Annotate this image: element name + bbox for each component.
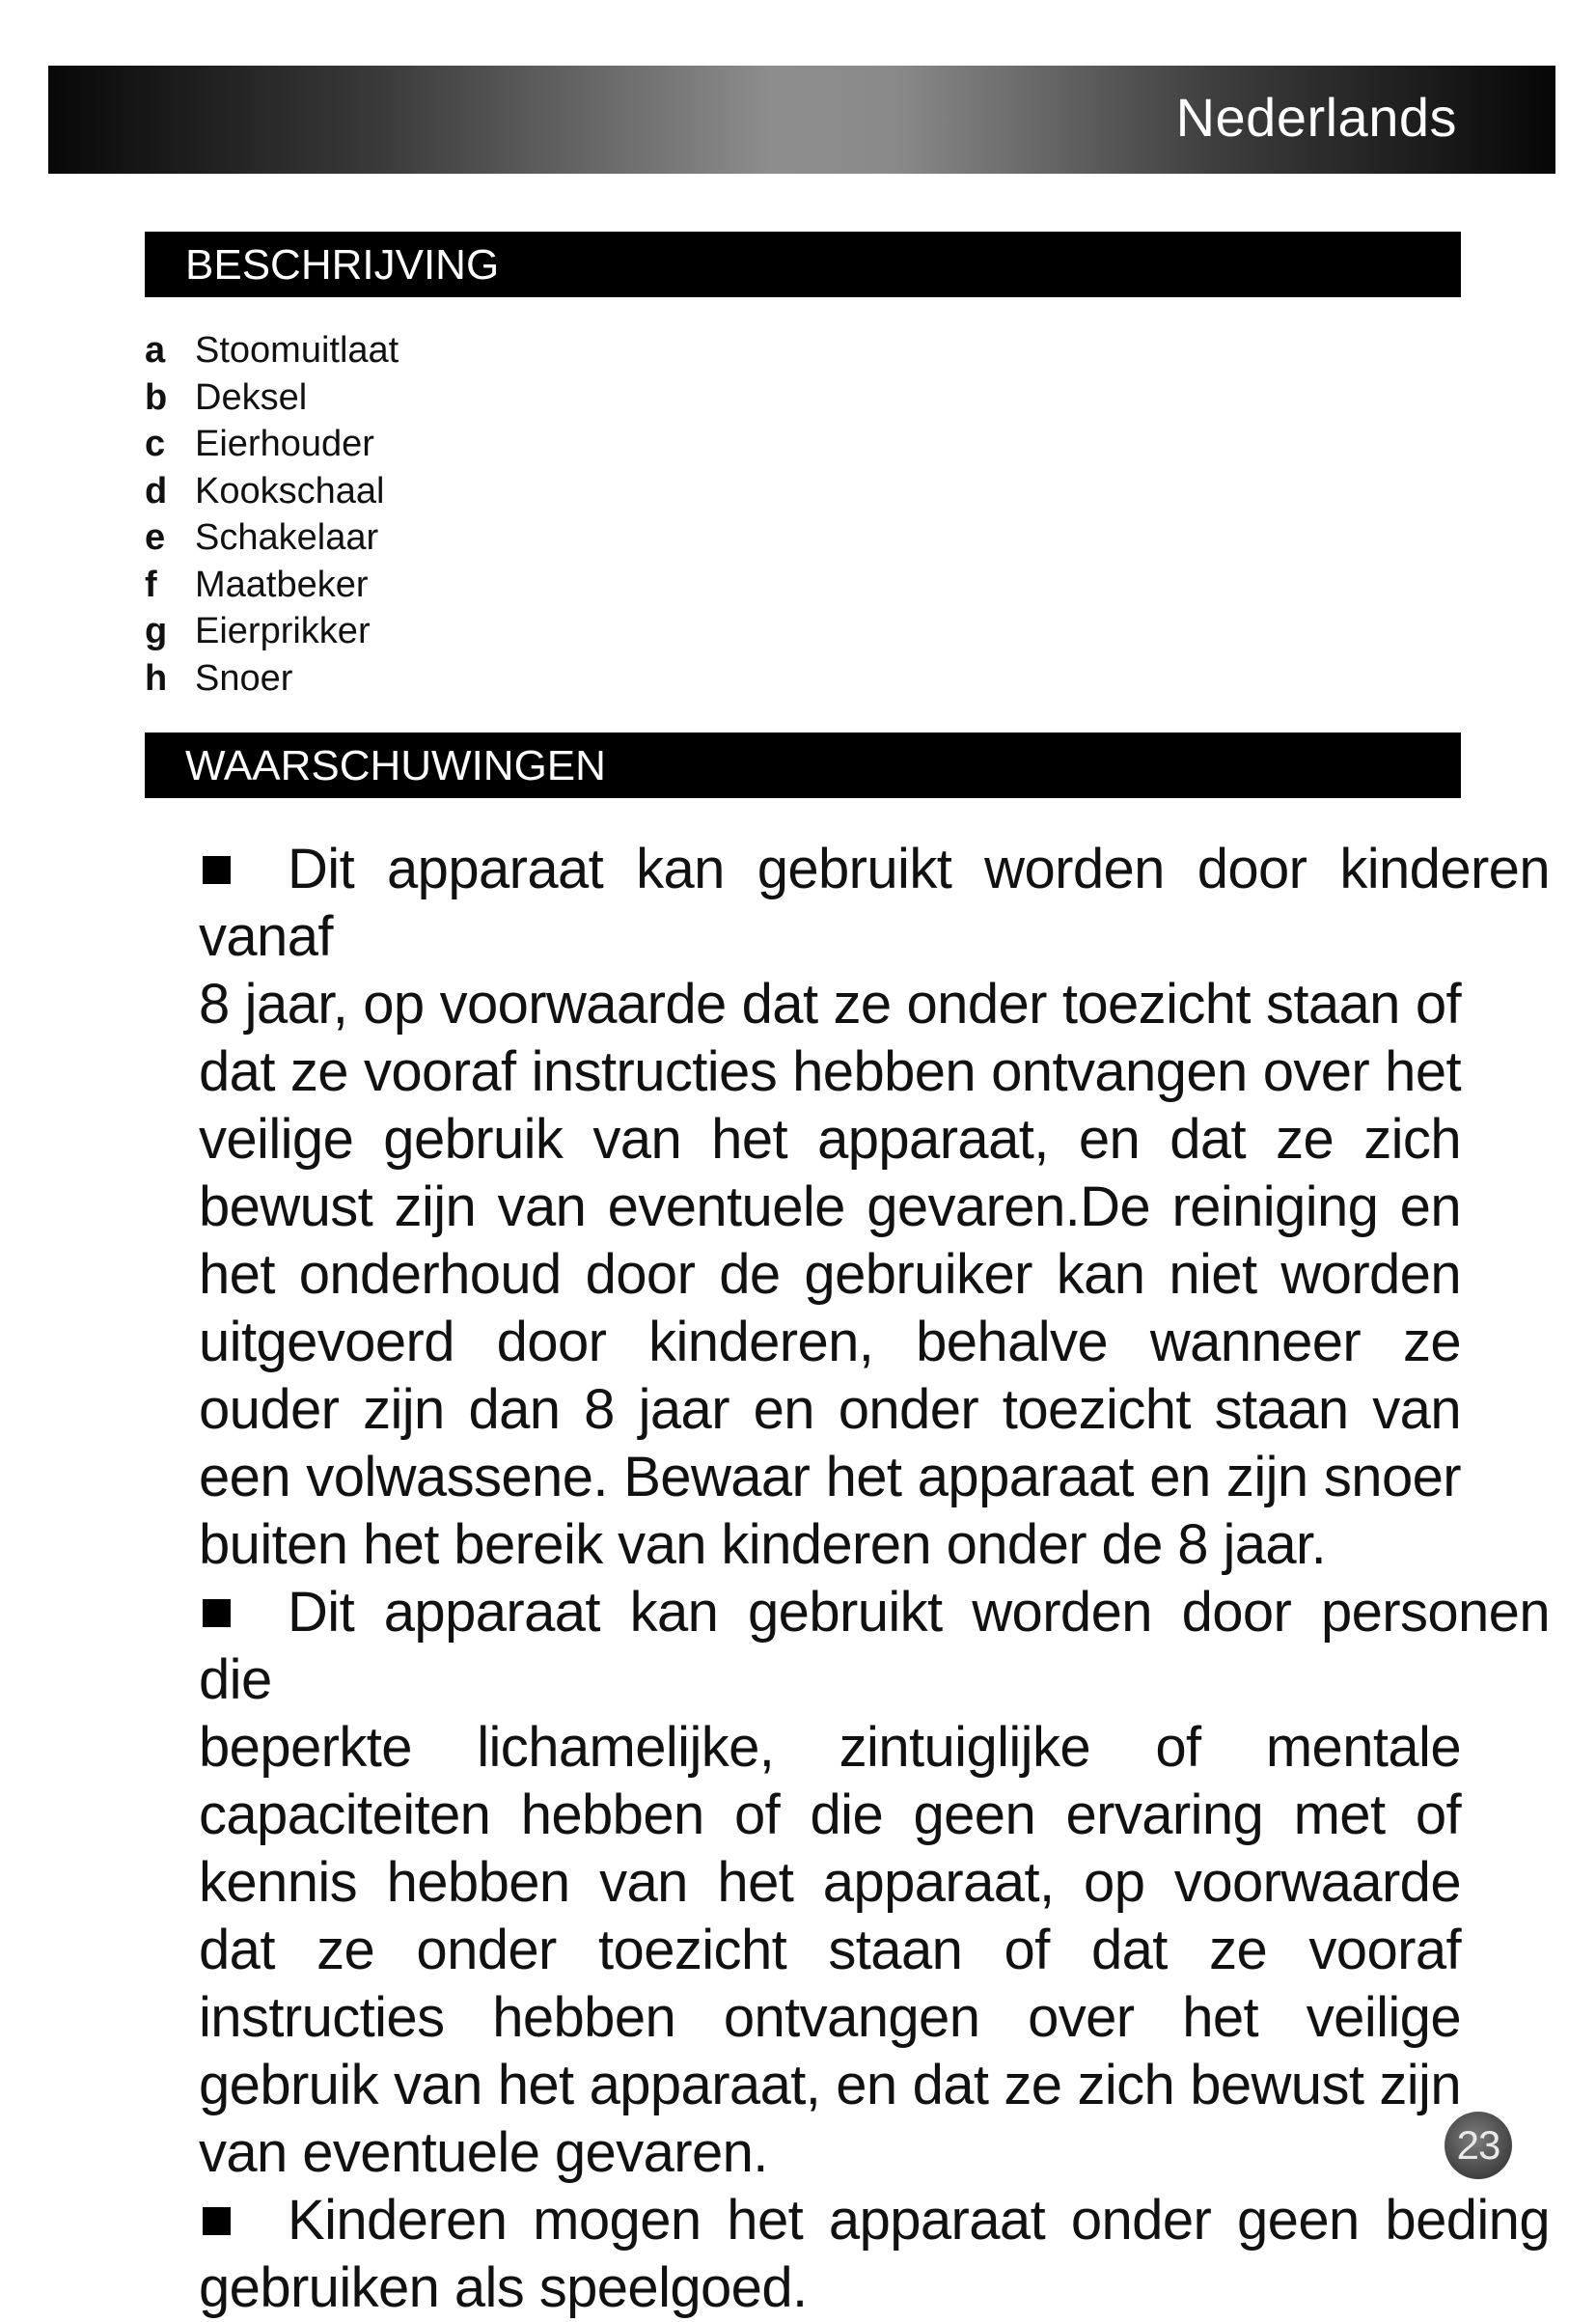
list-item — [145, 332, 399, 379]
part-letter: f — [145, 564, 157, 605]
warning-text: 8 jaar, op voorwaarde dat ze onder toezicht staan of dat ze vooraf instructies hebben ontvangen over het veilige gebruik van het apparaat, en dat ze zich bewust zijn van eventuele gevaren.De reiniging en het onderhoud door de gebruiker kan niet worden uitgevoerd door kinderen, behalve wanneer ze ouder zijn dan 8 jaar en onder toezicht staan van een volwassene. Bewaar het apparaat en zijn snoer buiten het bereik van kinderen onder de 8 jaar. — [199, 973, 1461, 1576]
section-header-warnings — [145, 733, 1461, 798]
section-title-warnings: WAARSCHUWINGEN — [185, 742, 606, 789]
warning-text: beperkte lichamelijke, zintuiglijke of mentale capaciteiten hebben of die geen ervaring met of kennis hebben van het apparaat, op voorwaarde dat ze onder toezicht staan of dat ze vooraf instructies hebben ontvangen over het veilige gebruik van het apparaat, en dat ze zich bewust zijn van eventuele gevaren. — [199, 1716, 1461, 2184]
part-label: Eierprikker — [195, 611, 371, 651]
part-label: Deksel — [195, 376, 308, 418]
part-label: Kookschaal — [195, 470, 385, 511]
warning-item — [199, 2187, 1550, 2322]
warning-first-line — [199, 2187, 1550, 2254]
page-number-badge: 23 — [1445, 2112, 1512, 2179]
part-letter: b — [145, 376, 168, 418]
part-label: Snoer — [195, 657, 293, 699]
part-label: Stoomuitlaat — [195, 330, 399, 371]
list-item — [145, 470, 399, 520]
part-letter: a — [145, 330, 166, 371]
warning-first-line — [199, 836, 1550, 971]
language-label: Nederlands — [1175, 87, 1457, 148]
warning-first-line — [199, 1579, 1550, 1714]
part-label: Maatbeker — [195, 564, 369, 605]
section-title-description: BESCHRIJVING — [185, 241, 500, 289]
warning-item — [199, 836, 1550, 1579]
list-item — [145, 519, 399, 567]
part-label: Eierhouder — [195, 424, 374, 464]
list-item — [145, 376, 399, 427]
warning-text: gebruiken als speelgoed. — [199, 2256, 808, 2319]
warning-first-line-text: Dit apparaat kan gebruikt worden door kinderen vanaf — [199, 838, 1550, 968]
list-item — [145, 426, 399, 473]
part-label: Schakelaar — [195, 517, 379, 558]
warning-first-line-text: Dit apparaat kan gebruikt worden door personen die — [199, 1581, 1550, 1711]
parts-list — [145, 332, 399, 706]
part-letter: e — [145, 517, 166, 558]
section-header-description — [145, 232, 1461, 297]
part-letter: c — [145, 424, 166, 464]
part-letter: d — [145, 470, 168, 511]
list-item — [145, 657, 399, 707]
part-letter: h — [145, 657, 168, 699]
list-item — [145, 564, 399, 614]
square-bullet-icon — [203, 2207, 231, 2235]
square-bullet-icon — [203, 1599, 231, 1627]
language-banner — [48, 66, 1555, 174]
part-letter: g — [145, 611, 168, 651]
square-bullet-icon — [203, 856, 231, 884]
warning-first-line-text: Kinderen mogen het apparaat onder geen beding — [288, 2189, 1550, 2252]
list-item — [145, 613, 399, 660]
